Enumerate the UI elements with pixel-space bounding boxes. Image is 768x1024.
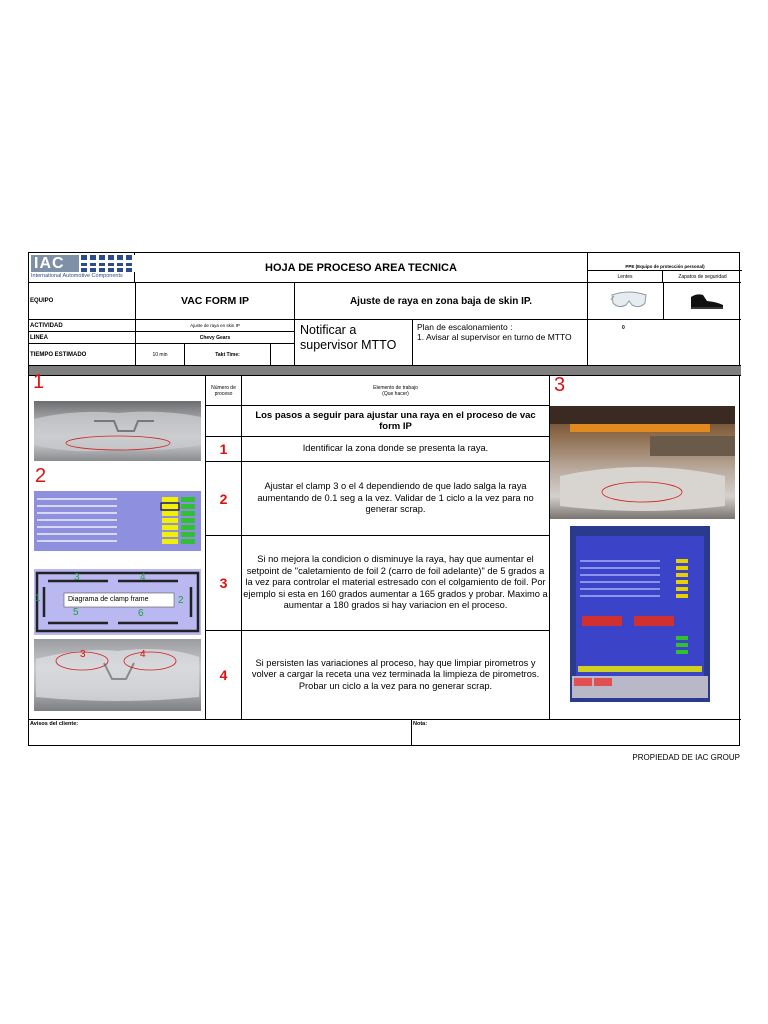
logo-text: IAC [34, 255, 65, 272]
actividad-label: ACTIVIDAD [29, 320, 135, 332]
logo-cell [29, 253, 135, 283]
nota-label: Nota: [413, 721, 428, 727]
equipo-label: EQUIPO [29, 283, 135, 320]
ppe-title: PPE (Equipo de protección personal) [588, 263, 742, 271]
step-2-text: Ajustar el clamp 3 o el 4 dependiendo de que lado salga la raya aumentando de 0.1 seg a la vez. Validar de 1 ciclo a la vez para no generar scrap. [242, 462, 550, 536]
step-4-number: 4 [206, 631, 242, 719]
clamp-number-6: 6 [138, 608, 144, 619]
avisos-cell [29, 719, 412, 746]
mold-photo [34, 639, 201, 711]
plan-extra-value: 0 [622, 325, 625, 331]
step-3-number: 3 [206, 536, 242, 631]
skin-ip-photo [34, 401, 201, 461]
task-title: Ajuste de raya en zona baja de skin IP. [295, 283, 587, 320]
factory-photo [550, 406, 735, 519]
iac-logo [31, 255, 133, 273]
intro-num-cell [206, 406, 242, 437]
figure-number-2: 2 [35, 465, 47, 487]
ppe-images [587, 283, 741, 320]
linea-value: Chevy Gears [135, 332, 295, 344]
notificar-text: Notificar a supervisor MTTO [300, 323, 397, 352]
col-elem-header-line1: Elemento de trabajo [373, 384, 418, 391]
clamp-number-5: 5 [73, 607, 79, 618]
plan-item: 1. Avisar al supervisor en turno de MTTO [417, 332, 572, 342]
step-2-number: 2 [206, 462, 242, 536]
logo-subtitle: International Automotive Components [31, 273, 123, 279]
step-1-number: 1 [206, 437, 242, 462]
left-figures-column [29, 371, 206, 719]
col-elem-header-line2: (Que hacer) [382, 390, 409, 397]
section-divider [29, 366, 741, 376]
plan-extra-cell [587, 320, 741, 366]
equipo-value: VAC FORM IP [135, 283, 295, 320]
avisos-label: Avisos del cliente: [30, 721, 79, 727]
ppe-panel [587, 263, 741, 283]
step-4-text: Si persisten las variaciones al proceso, hay que limpiar pirometros y volver a cargar la receta una vez terminada la limpieza de pirometros. Probar un ciclo a la vez para no generar scrap. [242, 631, 550, 719]
clamp-number-3: 3 [74, 572, 80, 583]
tiempo-label: TIEMPO ESTIMADO [29, 344, 135, 366]
ppe-zapatos-label: Zapatos de seguridad [678, 273, 727, 280]
col-num-header: Número de proceso [206, 376, 242, 406]
takt-label: Takt Time: [185, 344, 271, 366]
right-figures-column [550, 376, 741, 719]
col-elem-header [242, 376, 550, 406]
clamp-number-1: 1 [35, 593, 41, 604]
clamp-diagram-label: Diagrama de clamp frame [68, 596, 149, 603]
process-sheet [28, 252, 740, 746]
safety-glasses-icon [610, 287, 648, 313]
step-3-text: Si no mejora la condicion o disminuye la raya, hay que aumentar el setpoint de "caletamiento de foil 2 (carro de foil adelante)" de 5 grados a la vez para controlar el material estresado con el colgamiento de foil. Por ejemplo si esta en 160 grados aumentar a 165 grados y probar. Maximo a aumentar a 180 grados si hay variacion en el proceso. [242, 536, 550, 631]
mold-number-3: 3 [80, 649, 86, 660]
plan-title: Plan de escalonamiento : [417, 322, 513, 332]
notificar-cell [295, 320, 413, 366]
property-footer: PROPIEDAD DE IAC GROUP [632, 753, 740, 762]
document-title: HOJA DE PROCESO AREA TECNICA [135, 253, 587, 283]
mold-number-4: 4 [140, 649, 146, 660]
hmi-screen-photo [570, 526, 710, 702]
ppe-lentes-label: Lentes [588, 271, 663, 282]
tiempo-value: 10 min [135, 344, 185, 366]
safety-shoes-icon [687, 291, 727, 311]
clamp-number-4: 4 [140, 572, 146, 583]
plan-cell [413, 320, 587, 366]
actividad-value: Ajuste de raya en skin IP [135, 320, 295, 332]
linea-label: LINEA [29, 332, 135, 344]
figure-number-1: 1 [33, 371, 45, 393]
nota-cell [412, 719, 741, 746]
figure-number-3: 3 [554, 374, 566, 396]
step-1-text: Identificar la zona donde se presenta la raya. [242, 437, 550, 462]
clamp-frame-diagram [34, 569, 201, 635]
intro-text: Los pasos a seguir para ajustar una raya en el proceso de vac form IP [242, 406, 550, 437]
clamp-number-2: 2 [178, 595, 184, 606]
takt-value [271, 344, 295, 366]
clamp-settings-screen [34, 491, 201, 551]
